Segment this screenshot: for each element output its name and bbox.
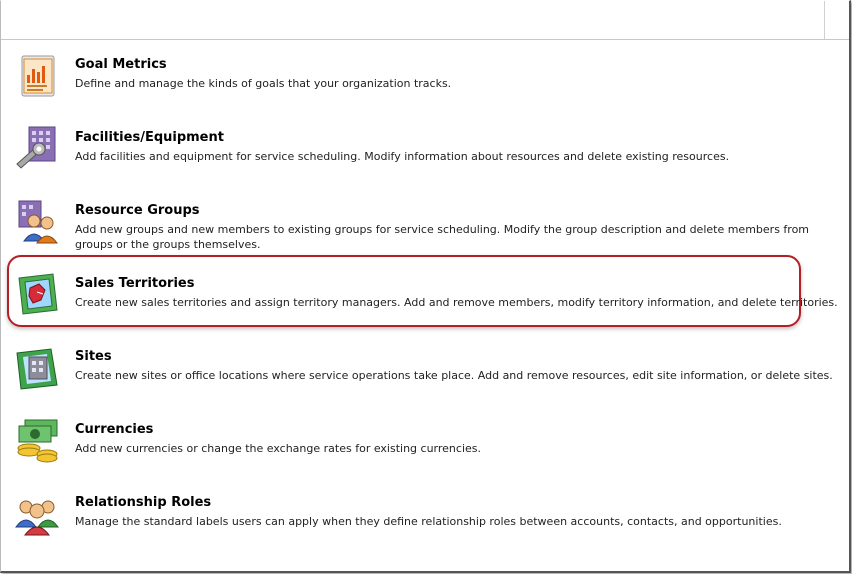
relationship-roles-icon: [13, 489, 61, 537]
resource-groups-title[interactable]: Resource Groups: [75, 203, 200, 218]
currencies-item[interactable]: [11, 416, 841, 476]
facilities-equipment-description: Add facilities and equipment for service scheduling. Modify information about resources and delete existing resources.: [75, 150, 730, 163]
sites-item[interactable]: [11, 343, 841, 403]
top-bar-scroll-area: [824, 1, 849, 39]
goal-metrics-description: Define and manage the kinds of goals that your organization tracks.: [75, 77, 452, 90]
facilities-equipment-icon: [13, 124, 61, 172]
resource-groups-item[interactable]: [11, 197, 841, 257]
relationship-roles-item[interactable]: [11, 489, 841, 549]
currencies-title[interactable]: Currencies: [75, 422, 154, 437]
top-bar: [1, 1, 849, 40]
goal-metrics-item[interactable]: [11, 51, 841, 111]
sites-icon: [13, 343, 61, 391]
relationship-roles-description: Manage the standard labels users can apply when they define relationship roles between accounts, contacts, and opportunities.: [75, 515, 782, 528]
sales-territories-icon: [13, 270, 61, 318]
sites-title[interactable]: Sites: [75, 349, 112, 364]
resource-groups-description: Add new groups and new members to existing groups for service scheduling. Modify the group description and delete members from groups or the groups themselves.: [75, 223, 810, 251]
currencies-icon: [13, 416, 61, 464]
resource-groups-icon: [13, 197, 61, 245]
sales-territories-title[interactable]: Sales Territories: [75, 276, 195, 291]
sales-territories-item[interactable]: [11, 270, 841, 330]
goal-metrics-title[interactable]: Goal Metrics: [75, 57, 167, 72]
sites-description: Create new sites or office locations where service operations take place. Add and remove resources, edit site information, or delete sites.: [75, 369, 833, 382]
goal-metrics-icon: [13, 51, 61, 99]
facilities-equipment-title[interactable]: Facilities/Equipment: [75, 130, 224, 145]
facilities-equipment-item[interactable]: [11, 124, 841, 184]
relationship-roles-title[interactable]: Relationship Roles: [75, 495, 212, 510]
currencies-description: Add new currencies or change the exchange rates for existing currencies.: [75, 442, 481, 455]
sales-territories-description: Create new sales territories and assign territory managers. Add and remove members, modify territory information, and delete territories.: [75, 296, 838, 309]
